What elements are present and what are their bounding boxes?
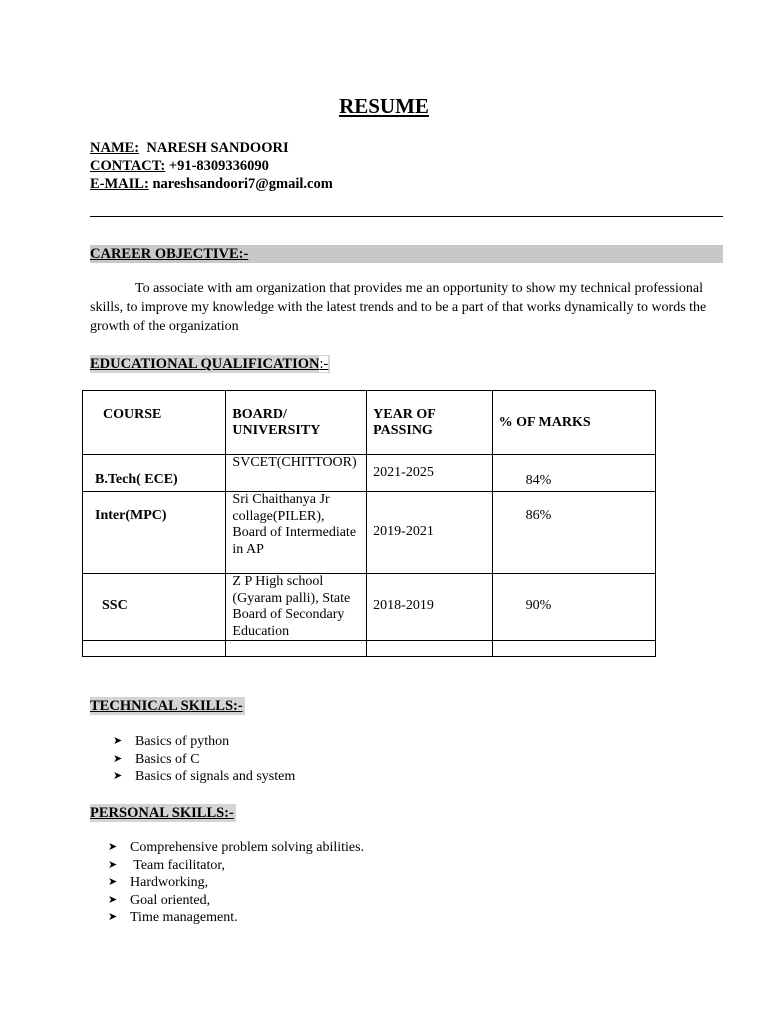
arrow-bullet-icon: ➤ [113, 735, 123, 747]
column-header-marks: % OF MARKS [492, 391, 655, 455]
skill-text: Hardworking, [130, 875, 209, 890]
skill-text: Time management. [130, 910, 238, 925]
email-value: nareshsandoori7@gmail.com [152, 176, 333, 192]
list-item [108, 892, 364, 910]
year-cell: 2018-2019 [367, 574, 492, 641]
column-header-course: COURSE [83, 391, 226, 455]
table-row [83, 641, 656, 657]
arrow-bullet-icon: ➤ [113, 770, 123, 782]
empty-cell [226, 641, 367, 657]
course-cell: SSC [83, 574, 226, 641]
list-item [108, 839, 364, 857]
personal-skills-heading: PERSONAL SKILLS:- [90, 805, 234, 821]
table-row [83, 574, 656, 641]
table-row [83, 492, 656, 574]
table-header-row [83, 391, 656, 455]
page-title: RESUME [339, 94, 429, 118]
list-item [108, 857, 364, 875]
skill-text: Comprehensive problem solving abilities. [130, 840, 365, 855]
skill-text: Goal oriented, [130, 892, 211, 908]
contact-label: CONTACT: [90, 158, 166, 174]
year-cell: 2021-2025 [367, 455, 492, 492]
arrow-bullet-icon: ➤ [108, 876, 118, 888]
personal-skills-list [108, 839, 364, 927]
course-cell: B.Tech( ECE) [83, 455, 226, 492]
list-item [113, 768, 295, 786]
marks-cell: 90% [492, 574, 655, 641]
list-item [108, 874, 364, 892]
objective-paragraph: To associate with am organization that provides me an opportunity to show my technical professional skills, to improve my knowledge with the latest trends and to be a part of that works dynamically to words the growth of the organization [90, 281, 707, 334]
skill-text: Basics of python [135, 734, 230, 749]
year-cell: 2019-2021 [367, 492, 492, 574]
empty-cell [492, 641, 655, 657]
board-cell: Z P High school (Gyaram palli), State Board of Secondary Education [226, 574, 367, 641]
technical-skills-list [113, 733, 295, 786]
list-item [108, 909, 364, 927]
list-item [113, 751, 295, 769]
skill-text: Basics of C [135, 751, 200, 767]
arrow-bullet-icon: ➤ [108, 911, 118, 923]
contact-value: +91-8309336090 [168, 158, 269, 174]
contact-line [90, 157, 269, 175]
list-item [113, 733, 295, 751]
technical-skills-heading: TECHNICAL SKILLS:- [90, 698, 243, 714]
email-line [90, 175, 333, 193]
education-heading-suffix: :- [319, 356, 329, 372]
education-table [82, 390, 656, 657]
marks-cell: 86% [492, 492, 655, 574]
course-cell: Inter(MPC) [83, 492, 226, 574]
name-line [90, 139, 289, 157]
name-value: NARESH SANDOORI [146, 140, 289, 156]
board-cell: Sri Chaithanya Jr collage(PILER), Board of Intermediate in AP [226, 492, 367, 574]
education-heading [90, 355, 330, 373]
marks-cell: 84% [492, 455, 655, 492]
arrow-bullet-icon: ➤ [108, 858, 118, 871]
arrow-bullet-icon: ➤ [113, 752, 123, 765]
career-objective-heading: CAREER OBJECTIVE:- [90, 246, 249, 262]
skill-text: Team facilitator, [130, 857, 225, 873]
empty-cell [367, 641, 492, 657]
email-label: E-MAIL: [90, 176, 149, 192]
arrow-bullet-icon: ➤ [108, 841, 118, 853]
skill-text: Basics of signals and system [135, 769, 296, 784]
divider [90, 216, 723, 217]
table-row [83, 455, 656, 492]
career-objective-text [90, 279, 730, 336]
board-cell: SVCET(CHITTOOR) [226, 455, 367, 492]
empty-cell [83, 641, 226, 657]
column-header-board: BOARD/ UNIVERSITY [226, 391, 367, 455]
column-header-year: YEAR OF PASSING [367, 391, 492, 455]
education-heading-text: EDUCATIONAL QUALIFICATION [90, 356, 320, 372]
arrow-bullet-icon: ➤ [108, 893, 118, 906]
name-label: NAME: [90, 140, 140, 156]
